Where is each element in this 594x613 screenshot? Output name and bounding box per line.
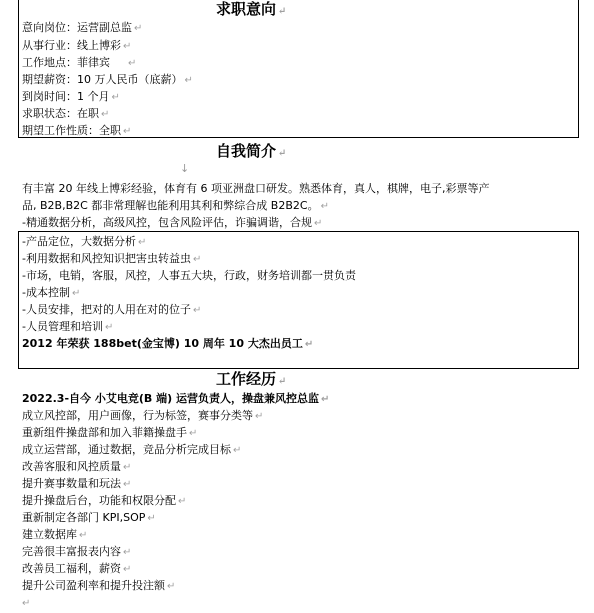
intention-line: 到岗时间：1 个月 ↵ <box>22 90 120 103</box>
skill-line: -人员管理和培训 ↵ <box>22 320 114 333</box>
job-intention-heading: 求职意向 ↵ <box>216 0 287 18</box>
experience-item: 完善很丰富报表内容 ↵ <box>22 545 132 558</box>
experience-item: 提升操盘后台，功能和权限分配 ↵ <box>22 494 187 507</box>
intention-line: 工作地点：菲律宾 ↵ <box>22 56 137 69</box>
intention-line: 期望薪资：10 万人民币（底薪） ↵ <box>22 73 193 86</box>
intention-line: 求职状态：在职 ↵ <box>22 107 110 120</box>
award-line: 2012 年荣获 188bet(金宝博) 10 周年 10 大杰出员工 ↵ <box>22 337 314 350</box>
experience-item: 重新组件操盘部和加入菲籍操盘手 ↵ <box>22 426 198 439</box>
intention-line: 期望工作性质：全职 ↵ <box>22 124 132 137</box>
experience-item: 建立数据库 ↵ <box>22 528 88 541</box>
skill-line: -成本控制 ↵ <box>22 286 81 299</box>
experience-item: 成立风控部，用户画像，行为标签，赛事分类等 ↵ <box>22 409 264 422</box>
down-arrow-icon: ↓ <box>180 162 190 175</box>
experience-item: 改善员工福利，薪资 ↵ <box>22 562 132 575</box>
job-header: 2022.3-自今 小艾电竞(B 端) 运营负责人，操盘兼风控总监 ↵ <box>22 392 330 405</box>
experience-item: 提升赛事数量和玩法 ↵ <box>22 477 132 490</box>
skill-line: -市场，电销，客服，风控，人事五大块，行政，财务培训都一贯负责 <box>22 269 356 282</box>
experience-item: 重新制定各部门 KPI,SOP ↵ <box>22 511 156 524</box>
skill-line: -产品定位，大数据分析 ↵ <box>22 235 147 248</box>
work-experience-heading: 工作经历 ↵ <box>216 370 287 388</box>
experience-item: 提升公司盈利率和提升投注额 ↵ <box>22 579 176 592</box>
experience-item: 成立运营部，通过数据，竞品分析完成目标 ↵ <box>22 443 242 456</box>
intention-line: 从事行业：线上博彩 ↵ <box>22 39 132 52</box>
skill-line: -人员安排，把对的人用在对的位子 ↵ <box>22 303 202 316</box>
intro-line: -精通数据分析，高级风控，包含风险评估，诈骗调谐，合规 ↵ <box>22 216 323 229</box>
skill-line: -利用数据和风控知识把害虫转益虫 ↵ <box>22 252 202 265</box>
self-intro-heading: 自我简介 ↵ <box>216 142 287 160</box>
intro-paragraph-line: 有丰富 20 年线上博彩经验，体育有 6 项亚洲盘口研发。熟悉体育，真人，棋牌，电子,彩票等产 <box>22 182 490 195</box>
intention-line: 意向岗位：运营副总监 ↵ <box>22 21 143 34</box>
empty-paragraph: ↵ <box>22 598 31 609</box>
experience-item: 改善客服和风控质量 ↵ <box>22 460 132 473</box>
intro-paragraph-line: 品, B2B,B2C 都非常理解也能利用其利和弊综合成 B2B2C。 ↵ <box>22 199 329 212</box>
